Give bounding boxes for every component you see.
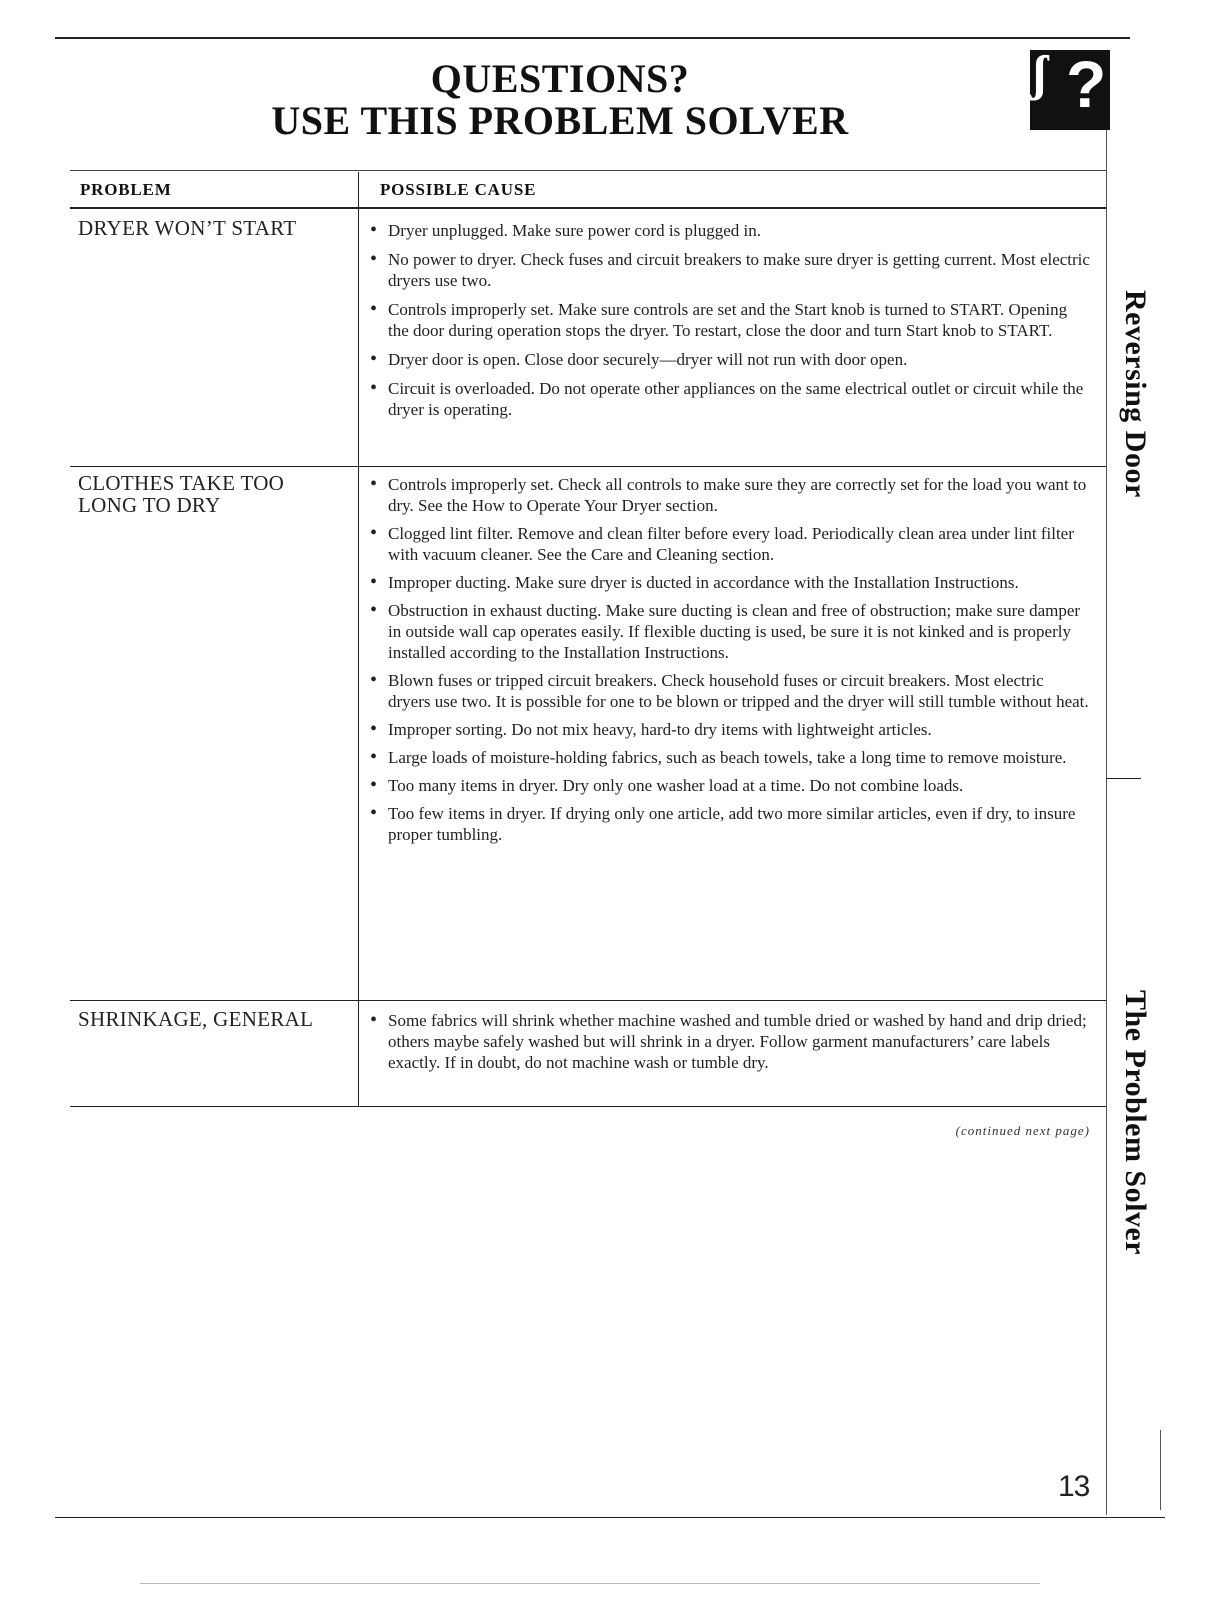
problem-label: CLOTHES TAKE TOO LONG TO DRY — [78, 471, 285, 517]
table-bottom-rule — [70, 1106, 1106, 1107]
cause-item: • Some fabrics will shrink whether machine washed and tumble dried or washed by hand and drip dried; others maybe safely washed but will shrink in a dryer. Follow garment manufacturers’ care labels exactly. If in doubt, do not machine wash or tumble dry. — [370, 1009, 1087, 1072]
bullet-icon: • — [370, 377, 378, 399]
cause-item: • Too few items in dryer. If drying only one article, add two more similar articles, even if dry, to insure proper tumbling. — [370, 802, 1076, 844]
column-divider — [358, 172, 359, 1107]
bullet-icon: • — [370, 473, 378, 495]
problem-label: DRYER WON’T START — [78, 216, 297, 240]
bullet-icon: • — [370, 248, 378, 270]
problem-label: SHRINKAGE, GENERAL — [78, 1007, 314, 1031]
row-rule — [70, 466, 1106, 467]
cause-item: • Controls improperly set. Check all controls to make sure they are correctly set for the load you want to dry. See the How to Operate Your Dryer section. — [370, 473, 1087, 515]
side-tab-divider — [1106, 778, 1141, 779]
table-top-rule — [70, 170, 1106, 171]
footer-rule — [140, 1583, 1040, 1584]
cause-item: • No power to dryer. Check fuses and circuit breakers to make sure dryer is getting current. Most electric dryers use two. — [370, 248, 1090, 290]
cause-item: • Dryer door is open. Close door securely—dryer will not run with door open. — [370, 348, 908, 370]
bullet-icon: • — [370, 348, 378, 370]
cause-list — [370, 220, 1090, 420]
bullet-icon: • — [370, 298, 378, 320]
bottom-rule — [55, 1517, 1165, 1518]
bullet-icon: • — [370, 599, 378, 621]
page-title — [0, 58, 1120, 142]
right-margin-line — [1106, 130, 1107, 1515]
cause-list — [370, 1010, 1090, 1073]
bullet-icon: • — [370, 522, 378, 544]
bullet-icon: • — [370, 802, 378, 824]
side-tab-problem-solver[interactable]: The Problem Solver — [1119, 990, 1152, 1256]
cause-item: • Improper ducting. Make sure dryer is ducted in accordance with the Installation Instructions. — [370, 571, 1019, 593]
bullet-icon: • — [370, 774, 378, 796]
page-number: 13 — [1058, 1470, 1090, 1503]
page-number-tick — [1160, 1430, 1161, 1510]
cause-column-header: POSSIBLE CAUSE — [380, 180, 537, 199]
bullet-icon: • — [370, 718, 378, 740]
cause-item: • Blown fuses or tripped circuit breakers. Check household fuses or circuit breakers. Most electric dryers use two. It is possible for one to be blown or tripped and the dryer will still tumble without heat. — [370, 669, 1089, 711]
cause-item: • Circuit is overloaded. Do not operate other appliances on the same electrical outlet or circuit while the dryer is operating. — [370, 377, 1084, 419]
side-tab-reversing-door[interactable]: Reversing Door — [1119, 290, 1152, 498]
cause-item: • Large loads of moisture-holding fabrics, such as beach towels, take a long time to remove moisture. — [370, 746, 1067, 768]
cause-item: • Clogged lint filter. Remove and clean filter before every load. Periodically clean area under lint filter with vacuum cleaner. See the Care and Cleaning section. — [370, 522, 1074, 564]
row-rule — [70, 1000, 1106, 1001]
bullet-icon: • — [370, 669, 378, 691]
problem-column-header: PROBLEM — [80, 180, 172, 199]
cause-list — [370, 474, 1090, 845]
top-rule — [55, 37, 1130, 39]
title-line-1: QUESTIONS? — [430, 56, 690, 101]
cause-item: • Controls improperly set. Make sure controls are set and the Start knob is turned to START. Opening the door during operation stops the dryer. To restart, close the door and turn Start knob to START. — [370, 298, 1068, 340]
cause-item: • Improper sorting. Do not mix heavy, hard-to dry items with lightweight articles. — [370, 718, 932, 740]
cause-item: • Dryer unplugged. Make sure power cord is plugged in. — [370, 219, 761, 241]
title-line-2: USE THIS PROBLEM SOLVER — [271, 98, 849, 143]
cause-item: • Obstruction in exhaust ducting. Make sure ducting is clean and free of obstruction; make sure damper in outside wall cap operates easily. If flexible ducting is used, be sure it is not kinked and is properly installed according to the Installation Instructions. — [370, 599, 1081, 662]
question-mark-icon: ʃ ? — [1030, 50, 1110, 130]
bullet-icon: • — [370, 746, 378, 768]
bullet-icon: • — [370, 571, 378, 593]
continued-note: (continued next page) — [955, 1123, 1090, 1138]
cause-item: • Too many items in dryer. Dry only one washer load at a time. Do not combine loads. — [370, 774, 964, 796]
bullet-icon: • — [370, 219, 378, 241]
table-header-rule — [70, 207, 1106, 209]
bullet-icon: • — [370, 1009, 378, 1031]
